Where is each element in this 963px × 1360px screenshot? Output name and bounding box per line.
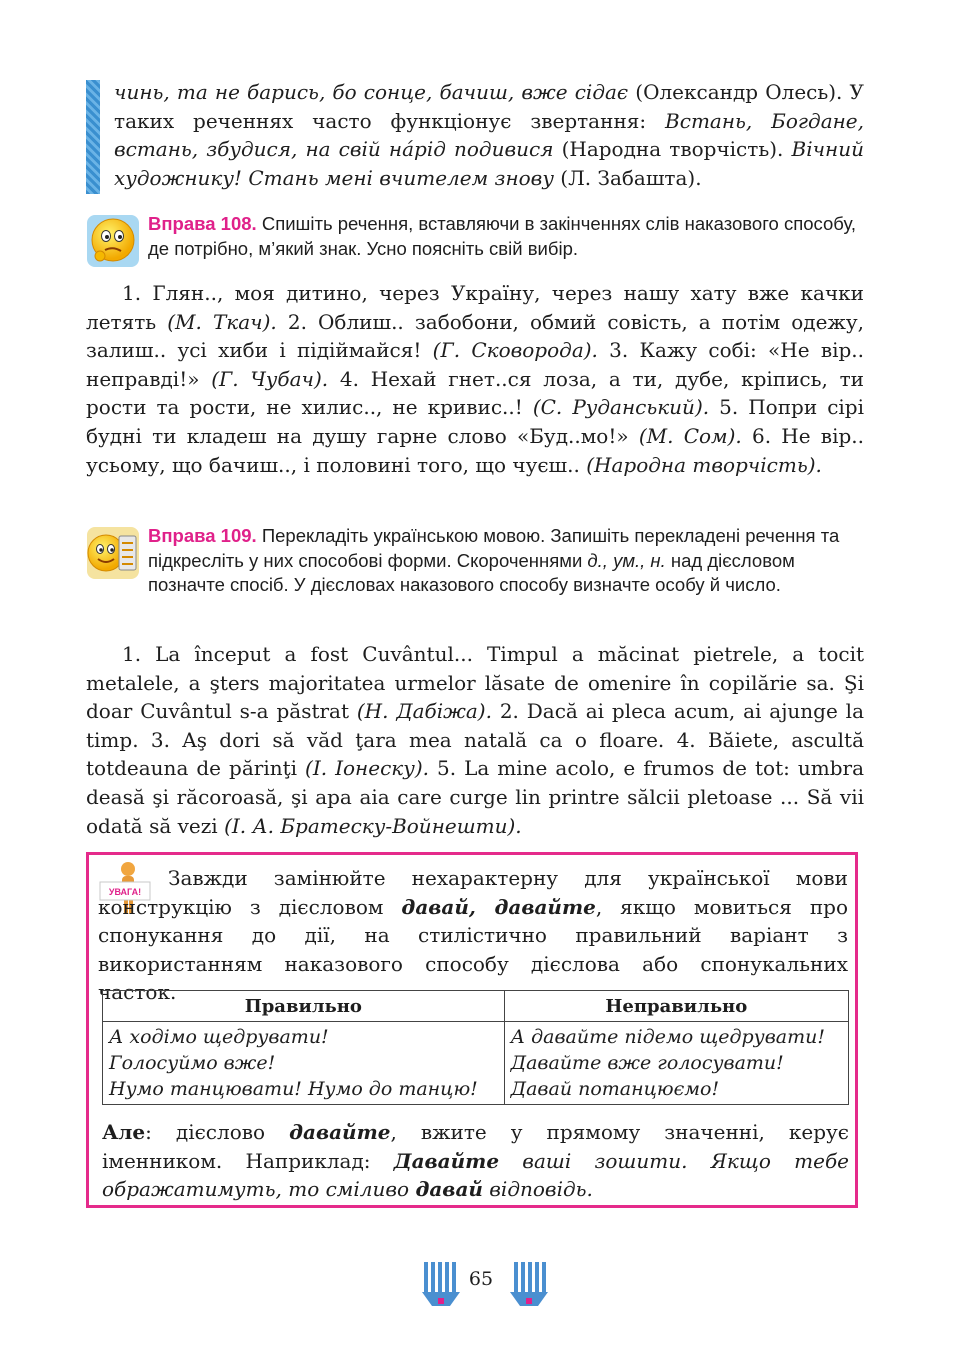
intro-text: чинь, та не барись, бо сонце, бачиш, вже сідає (Олександр Олесь). У таких реченнях часто функціонує звертання: Встань, Богдане, встань, збудися, на свій нáрід подивися (Народна творчість). Вічний художнику! Стань мені вчителем знову (Л. Забашта). [114,80,864,190]
citation: (М. Сом). [638,423,742,448]
exercise-109-heading [86,524,864,598]
sentence-text: 2. Облиш.. забобони, обмий совість, а потім одежу, залиш.. усі хиби і підіймайся! [86,309,864,363]
intro-block [86,78,864,192]
intro-side-bar [86,80,100,194]
correct-examples-cell: А ходімо щедрувати! Голосуймо вже! Нумо танцювати! Нумо до танцю! [103,1022,505,1105]
citation: (Г. Сковорода). [432,338,598,363]
exercise-108-text [86,279,864,479]
sentence-text: 5. Попри сірі будні ти кладеш на душу гарне слово «Буд..мо!» [86,395,865,448]
exercise-108-heading [86,212,864,261]
exercise-108-label: Вправа 108. [148,213,257,234]
column-header-incorrect: Неправильно [504,991,848,1022]
page-number: 65 [468,1268,494,1290]
exercise-109-task-part2: над дієсловом позначте спосіб. У дієсловах наказового способу визначте особу й число. [148,549,795,595]
citation: (І. Іонеску). [305,756,429,781]
exercise-109-label: Вправа 109. [148,525,257,546]
exercise-109-task-part1: Перекладіть українською мовою. Запишіть перекладені речення та підкресліть у них способові форми. Скороченнями [148,525,840,571]
sentence-text: 5. La mine acolo, e frumos de tot: umbra deasă şi răcoroasă, şi apa aia care curge lin printre sălcii pletoase ... Să vii odată să vezi [86,756,864,838]
svg-text:УВАГА!: УВАГА! [108,887,142,897]
incorrect-examples-cell: А давайте підемо щедрувати! Давайте вже голосувати! Давай потанцюємо! [504,1022,848,1105]
citation: (С. Руданський). [532,395,710,420]
citation: (І. А. Братеску-Войнешти). [224,813,522,838]
attention-text: Завжди замінюйте нехарактерну для української мови конструкцію з дієсловом давай, давайте, якщо мовиться про спонукання до дії, на стилістично правильний варіант з використанням наказового способу дієслова або спонукальних часток. [98,866,849,1005]
but-note-text: Але: дієслово давайте, вжите у прямому значенні, керує іменником. Наприклад: Давайте ваші зошити. Якщо тебе ображатимуть, то сміливо давай відповідь. [102,1120,849,1202]
exercise-109-abbreviations: д., ум., н. [587,549,666,571]
citation: (Н. Дабіжа). [356,699,492,724]
sentence-text: 1. La început a fost Cuvântul... Timpul a măcinat pietrele, a tocit metalele, a şters majoritatea urmelor lăsate de omenire în copilărie sa. Şi doar Cuvântul s-a păstrat [86,642,864,724]
citation: (Г. Чубач). [211,366,329,391]
sentence-text: 3. Кажу собі: «Не вір.. неправді!» [86,338,864,391]
sentence-text: 6. Не вір.. усьому, що бачиш.., і половині того, що чуєш.. [86,423,864,477]
citation: (М. Ткач). [167,309,277,334]
correct-incorrect-table [102,990,849,1105]
thinking-emoji-icon [86,214,140,268]
exercise-109-text [86,640,864,840]
reading-emoji-icon [86,526,140,580]
sentence-text: 4. Нехай гнет..ся лоза, а ти, дубе, кріпись, ти рости та рости, не хилис.., не кривис..! [86,366,864,420]
column-header-correct: Правильно [103,991,505,1022]
sentence-text: 1. Глян.., моя дитино, через Україну, через нашу хату вже качки летять [86,281,864,334]
exercise-108-task: Спишіть речення, вставляючи в закінченнях слів наказового способу, де потрібно, м’який знак. Усно поясніть свій вибір. [148,213,856,259]
citation: (Народна творчість). [586,452,822,477]
sentence-text: 2. Dacă ai pleca acum, ai ajunge la timp. 3. Aş dori să văd ţara mea natală ca o floare. 4. Băiete, ascultă totdeauna de părinţi [86,699,864,781]
